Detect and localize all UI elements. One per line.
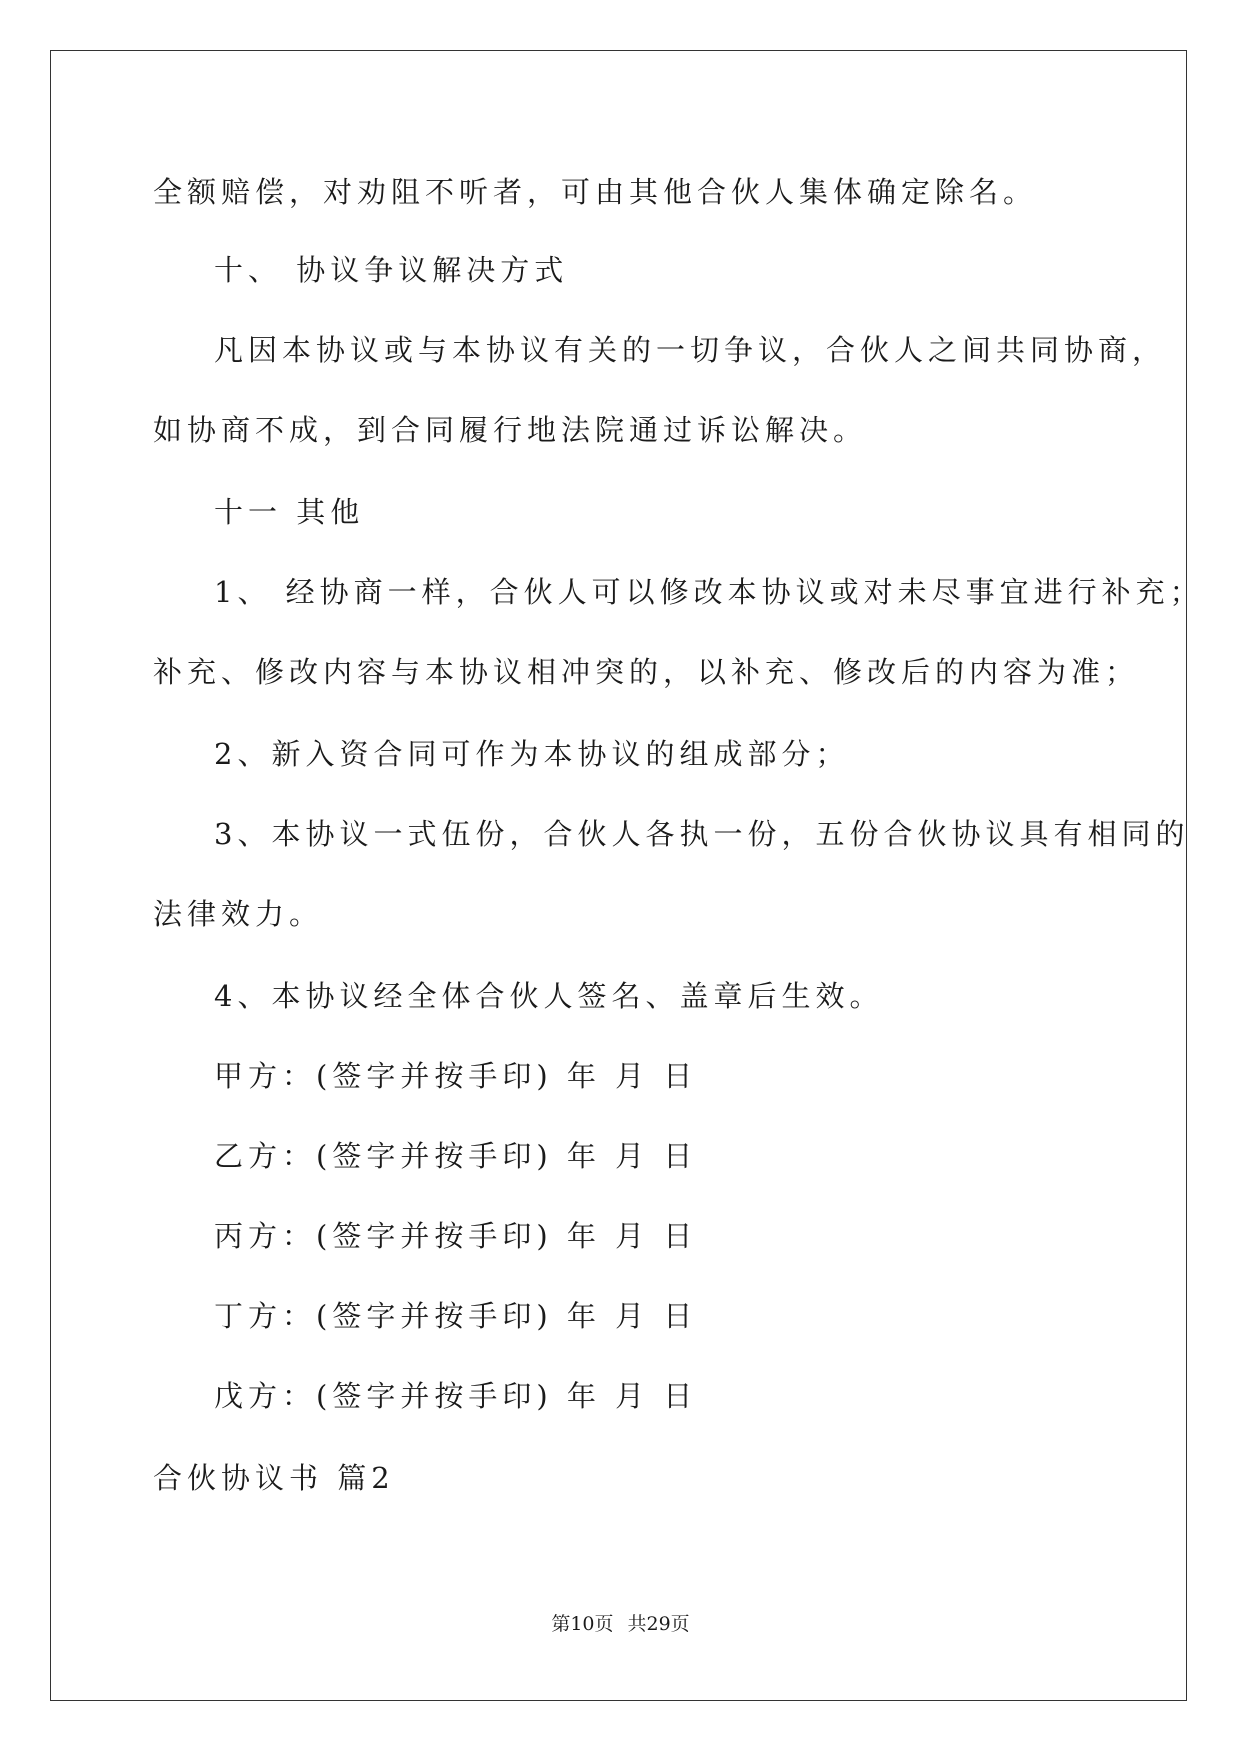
text-line-1: 全额赔偿，对劝阻不听者，可由其他合伙人集体确定除名。 [153, 175, 1038, 209]
page-border [50, 50, 1190, 1701]
text-line-9: 3、本协议一式伍份，合伙人各执一份，五份合伙协议具有相同的 [214, 817, 1190, 851]
text-line-4: 如协商不成，到合同履行地法院通过诉讼解决。 [153, 413, 868, 447]
section-heading-11: 十一 其他 [214, 495, 365, 529]
signature-line-jia: 甲方：(签字并按手印) 年 月 日 [214, 1059, 698, 1093]
text-line-6: 1、 经协商一样，合伙人可以修改本协议或对未尽事宜进行补充； [214, 575, 1204, 609]
page-total: 共29页 [627, 1613, 690, 1635]
signature-line-wu: 戊方：(签字并按手印) 年 月 日 [214, 1379, 698, 1413]
text-line-3: 凡因本协议或与本协议有关的一切争议，合伙人之间共同协商， [214, 333, 1167, 367]
signature-line-bing: 丙方：(签字并按手印) 年 月 日 [214, 1219, 698, 1253]
text-line-7: 补充、修改内容与本协议相冲突的，以补充、修改后的内容为准； [153, 655, 1140, 689]
text-line-11: 4、本协议经全体合伙人签名、盖章后生效。 [214, 979, 884, 1013]
section-heading-10: 十、 协议争议解决方式 [214, 253, 569, 287]
text-line-10: 法律效力。 [153, 897, 324, 931]
signature-line-ding: 丁方：(签字并按手印) 年 月 日 [214, 1299, 698, 1333]
document-subtitle: 合伙协议书 篇2 [153, 1461, 395, 1495]
text-line-8: 2、新入资合同可作为本协议的组成部分； [214, 737, 850, 771]
page-number: 第10页 [551, 1613, 614, 1635]
signature-line-yi: 乙方：(签字并按手印) 年 月 日 [214, 1139, 698, 1173]
page-footer [0, 1612, 1241, 1636]
